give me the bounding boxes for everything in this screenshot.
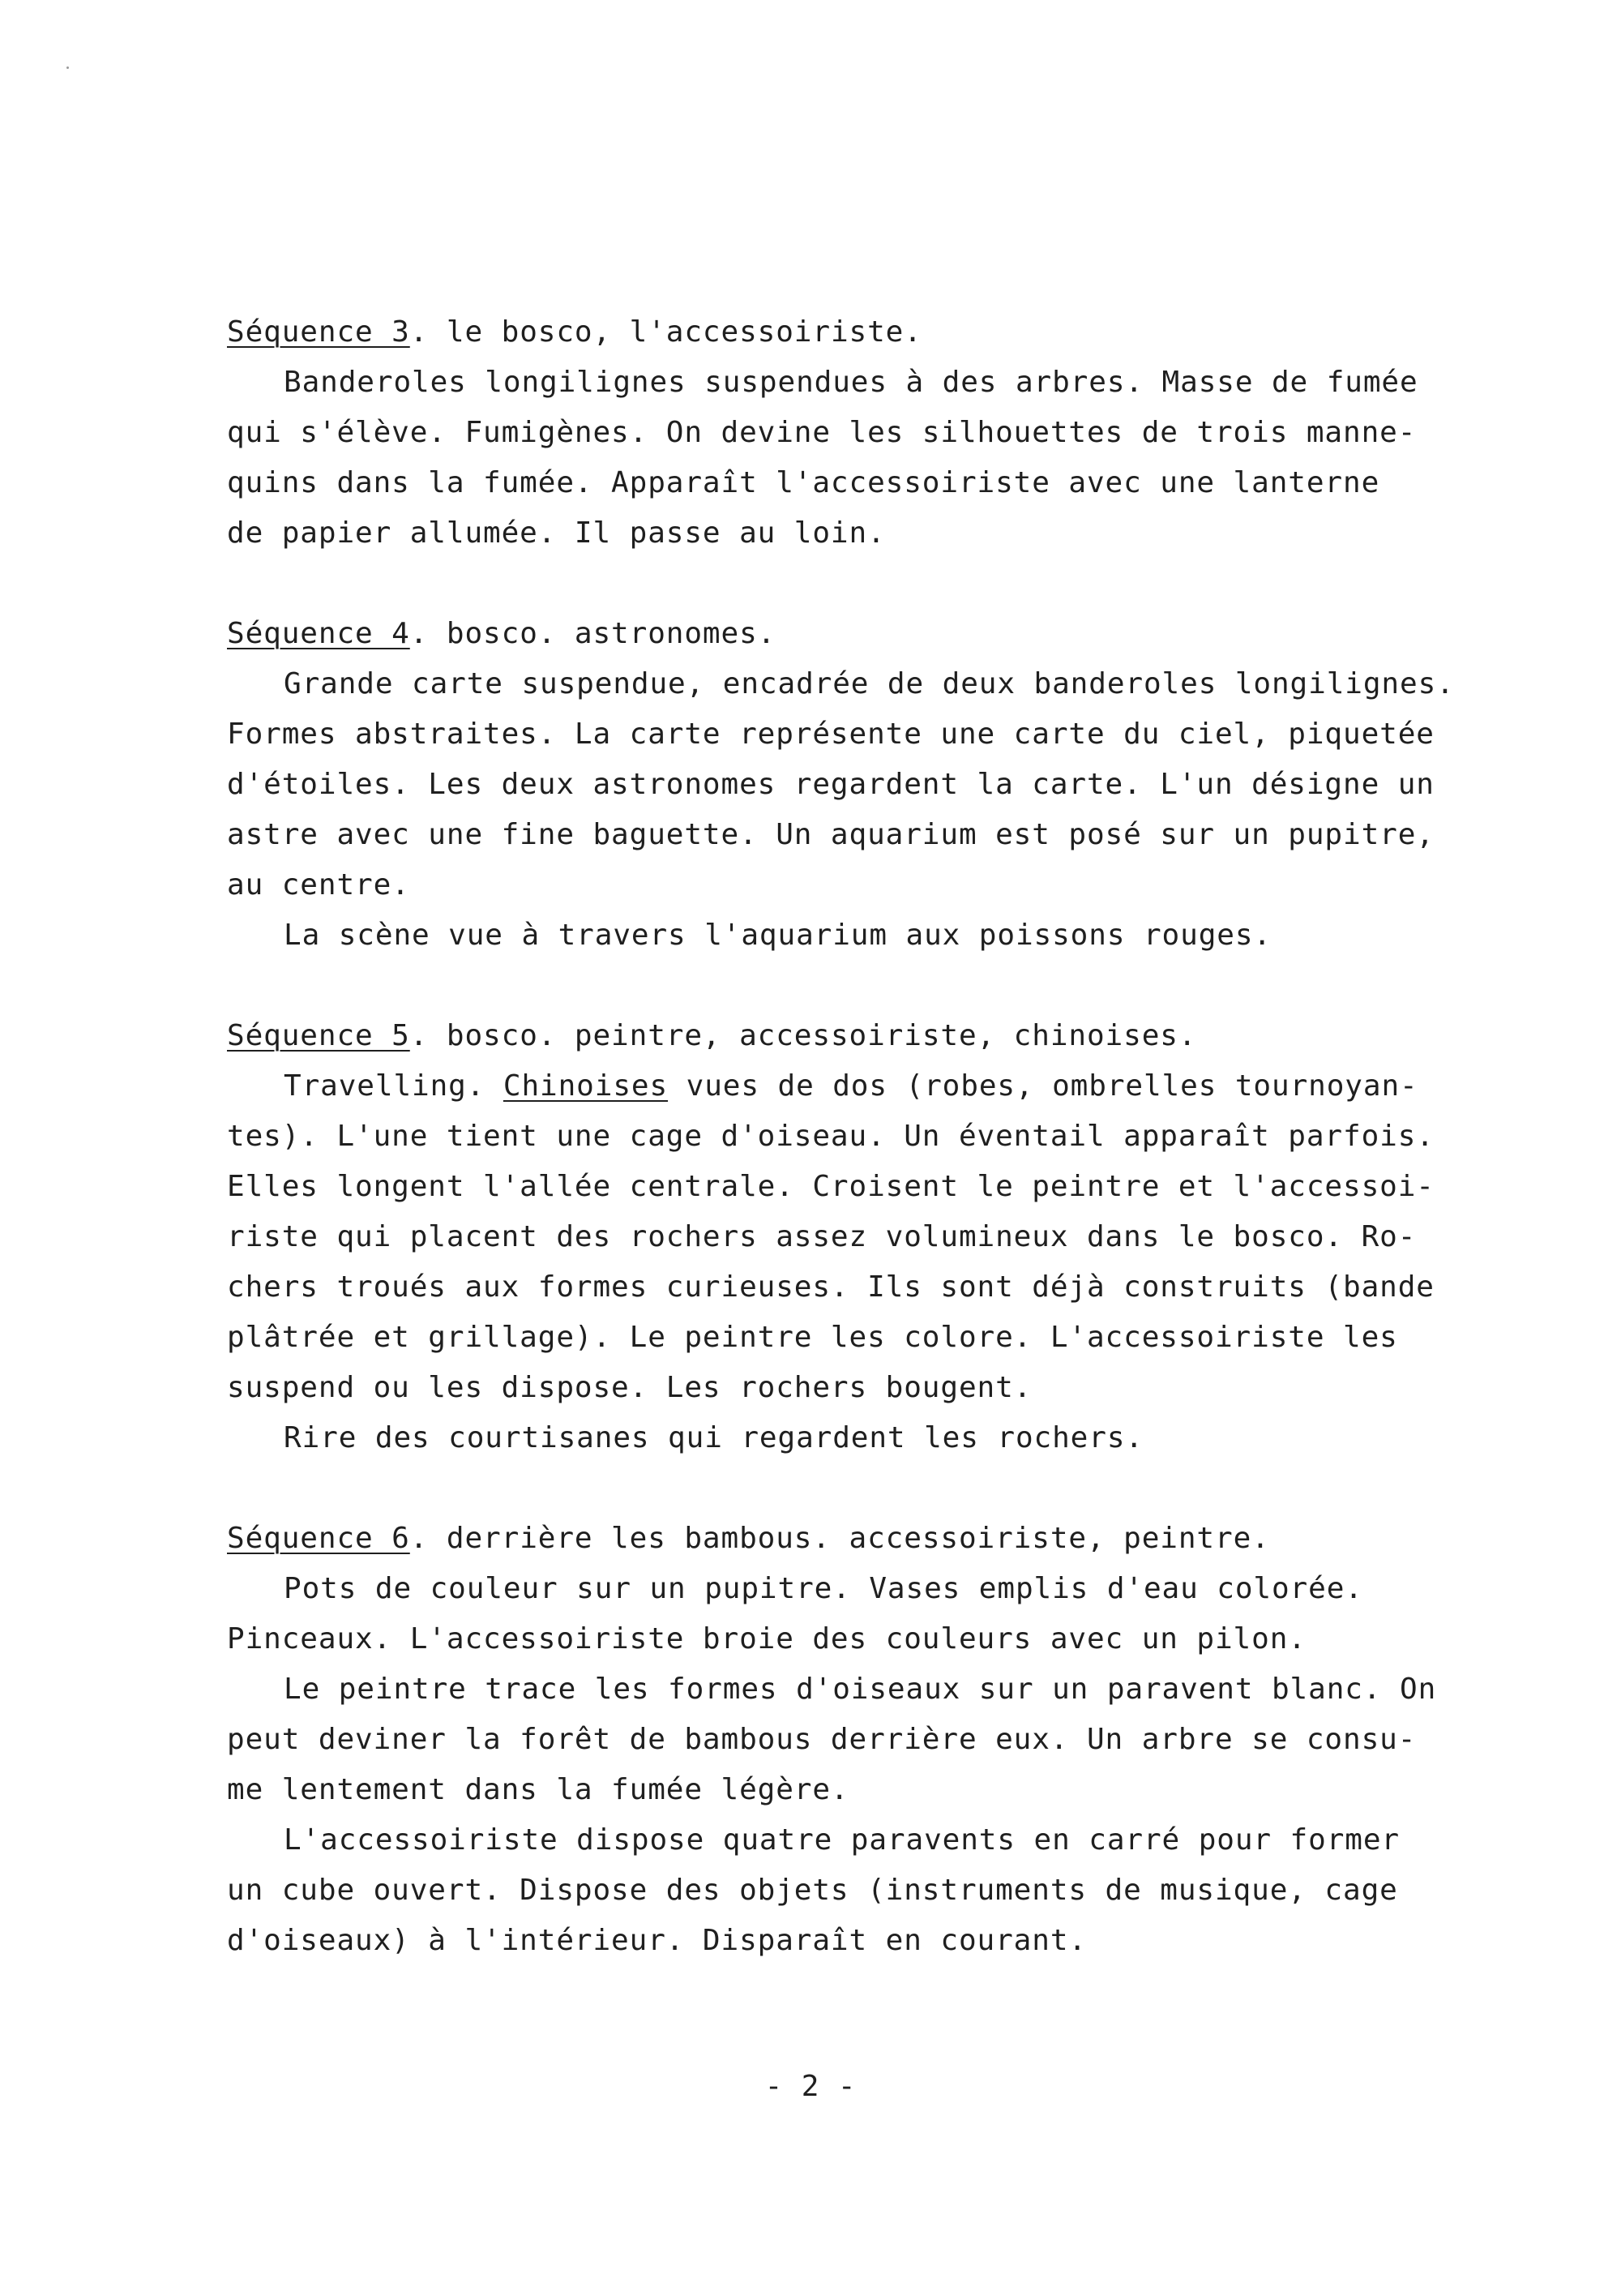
sequence-5-heading <box>227 1018 1196 1054</box>
sequence-6-line-6: L'accessoiriste dispose quatre paravents en carré pour former <box>284 1823 1401 1857</box>
chinoises-underlined: Chinoises <box>503 1069 669 1103</box>
sequence-5-line-4: riste qui placent des rochers assez volumineux dans le bosco. Ro- <box>227 1220 1417 1253</box>
sequence-5-line-1-suffix: vues de dos (robes, ombrelles tournoyan- <box>668 1069 1418 1103</box>
sequence-6-label: Séquence 6 <box>227 1522 410 1555</box>
sequence-4-line-5: au centre. <box>227 868 410 902</box>
sequence-6-heading-text: . derrière les bambous. accessoiriste, peintre. <box>409 1522 1270 1555</box>
sequence-6-line-8: d'oiseaux) à l'intérieur. Disparaît en courant. <box>227 1924 1087 1957</box>
sequence-4-line-6: La scène vue à travers l'aquarium aux poissons rouges. <box>284 919 1272 952</box>
sequence-5-line-8: Rire des courtisanes qui regardent les rochers. <box>284 1421 1144 1454</box>
sequence-3-line-4: de papier allumée. Il passe au loin. <box>227 516 886 550</box>
sequence-6-line-5: me lentement dans la fumée légère. <box>227 1773 849 1806</box>
sequence-4-label: Séquence 4 <box>227 617 410 650</box>
sequence-3-line-1: Banderoles longilignes suspendues à des arbres. Masse de fumée <box>284 366 1418 399</box>
sequence-4-heading-text: . bosco. astronomes. <box>409 617 776 650</box>
sequence-5-line-7: suspend ou les dispose. Les rochers bougent. <box>227 1371 1033 1404</box>
sequence-5-line-2: tes). L'une tient une cage d'oiseau. Un éventail apparaît parfois. <box>227 1120 1435 1153</box>
sequence-3-label: Séquence 3 <box>227 315 410 349</box>
sequence-5-line-6: plâtrée et grillage). Le peintre les colore. L'accessoiriste les <box>227 1321 1398 1354</box>
sequence-5-line-1 <box>284 1069 1418 1104</box>
sequence-5-line-3: Elles longent l'allée centrale. Croisent le peintre et l'accessoi- <box>227 1170 1435 1203</box>
sequence-6-heading <box>227 1521 1270 1557</box>
sequence-6-line-1: Pots de couleur sur un pupitre. Vases emplis d'eau colorée. <box>284 1572 1363 1605</box>
sequence-3-line-2: qui s'élève. Fumigènes. On devine les silhouettes de trois manne- <box>227 416 1417 449</box>
sequence-4-line-4: astre avec une fine baguette. Un aquarium est posé sur un pupitre, <box>227 818 1435 851</box>
sequence-4-line-3: d'étoiles. Les deux astronomes regardent la carte. L'un désigne un <box>227 768 1435 801</box>
sequence-5-line-1-prefix: Travelling. <box>284 1069 503 1103</box>
sequence-6-line-4: peut deviner la forêt de bambous derrière eux. Un arbre se consu- <box>227 1723 1417 1756</box>
sequence-4-line-1: Grande carte suspendue, encadrée de deux banderoles longilignes. <box>284 667 1455 700</box>
sequence-6-line-3: Le peintre trace les formes d'oiseaux sur un paravent blanc. On <box>284 1673 1437 1706</box>
sequence-3-heading-text: . le bosco, l'accessoiriste. <box>409 315 922 349</box>
page-number: - 2 - <box>764 2070 857 2103</box>
sequence-5-line-5: chers troués aux formes curieuses. Ils sont déjà construits (bande <box>227 1270 1435 1304</box>
sequence-3-line-3: quins dans la fumée. Apparaît l'accessoiriste avec une lanterne <box>227 466 1380 499</box>
sequence-5-label: Séquence 5 <box>227 1019 410 1052</box>
sequence-5-heading-text: . bosco. peintre, accessoiriste, chinoises. <box>409 1019 1197 1052</box>
sequence-4-heading <box>227 616 776 652</box>
sequence-3-heading <box>227 315 922 350</box>
paper-speck <box>66 66 69 69</box>
sequence-4-line-2: Formes abstraites. La carte représente une carte du ciel, piquetée <box>227 718 1435 751</box>
sequence-6-line-2: Pinceaux. L'accessoiriste broie des couleurs avec un pilon. <box>227 1622 1307 1656</box>
sequence-6-line-7: un cube ouvert. Dispose des objets (instruments de musique, cage <box>227 1874 1398 1907</box>
